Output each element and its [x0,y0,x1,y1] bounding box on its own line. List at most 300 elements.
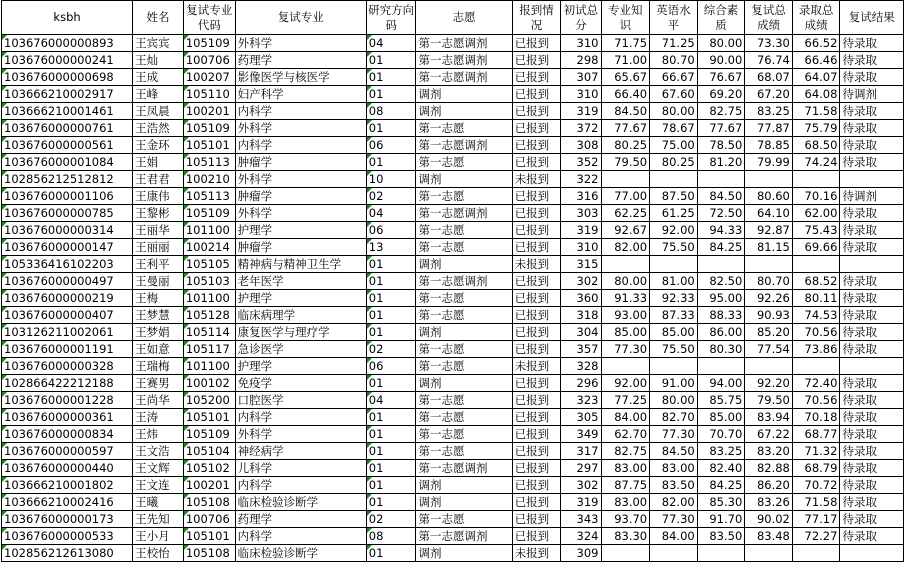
cell-result[interactable] [840,358,904,375]
cell-name[interactable]: 王瑞梅 [133,358,184,375]
cell-english[interactable]: 80.70 [650,52,698,69]
cell-name[interactable]: 王梦娟 [133,324,184,341]
cell-direction-code[interactable]: 01 [366,256,416,273]
cell-english[interactable]: 92.00 [650,222,698,239]
cell-name[interactable]: 王涛 [133,409,184,426]
cell-major[interactable]: 老年医学 [235,273,366,290]
cell-result[interactable]: 待录取 [840,443,904,460]
cell-major[interactable]: 药理学 [235,511,366,528]
cell-report-status[interactable]: 已报到 [512,341,561,358]
cell-report-status[interactable]: 已报到 [512,205,561,222]
cell-retest-total[interactable]: 80.60 [745,188,793,205]
cell-retest-total[interactable] [745,256,793,273]
cell-result[interactable]: 待录取 [840,375,904,392]
cell-initial-score[interactable]: 357 [561,341,601,358]
cell-result[interactable]: 待录取 [840,477,904,494]
cell-admission-total[interactable]: 72.40 [792,375,840,392]
cell-report-status[interactable]: 已报到 [512,494,561,511]
cell-direction-code[interactable]: 01 [366,69,416,86]
cell-result[interactable]: 待录取 [840,528,904,545]
cell-preference[interactable]: 调剂 [416,103,512,120]
cell-major-code[interactable]: 105101 [183,528,235,545]
cell-result[interactable]: 待录取 [840,392,904,409]
cell-major-code[interactable]: 101100 [183,222,235,239]
cell-major[interactable]: 药理学 [235,52,366,69]
cell-major[interactable]: 护理学 [235,358,366,375]
cell-major-code[interactable]: 105101 [183,409,235,426]
cell-direction-code[interactable]: 01 [366,494,416,511]
cell-result[interactable]: 待录取 [840,273,904,290]
cell-admission-total[interactable] [792,545,840,562]
cell-name[interactable]: 王成 [133,69,184,86]
cell-preference[interactable]: 第一志愿 [416,239,512,256]
cell-english[interactable]: 83.50 [650,477,698,494]
cell-name[interactable]: 王利平 [133,256,184,273]
cell-professional-knowledge[interactable]: 92.67 [601,222,650,239]
cell-ksbh[interactable]: 103676000000147 [2,239,133,256]
cell-name[interactable]: 王校怡 [133,545,184,562]
cell-name[interactable]: 王小月 [133,528,184,545]
cell-ksbh[interactable]: 103666210001461 [2,103,133,120]
cell-professional-knowledge[interactable]: 65.67 [601,69,650,86]
cell-overall-quality[interactable]: 86.00 [697,324,745,341]
cell-professional-knowledge[interactable]: 93.00 [601,307,650,324]
cell-name[interactable]: 王炜 [133,426,184,443]
cell-retest-total[interactable]: 85.20 [745,324,793,341]
cell-initial-score[interactable]: 352 [561,154,601,171]
cell-direction-code[interactable]: 06 [366,137,416,154]
cell-direction-code[interactable]: 01 [366,86,416,103]
cell-ksbh[interactable]: 103676000000785 [2,205,133,222]
cell-preference[interactable]: 第一志愿调剂 [416,460,512,477]
cell-retest-total[interactable]: 67.20 [745,86,793,103]
cell-preference[interactable]: 调剂 [416,545,512,562]
cell-ksbh[interactable]: 103676000000361 [2,409,133,426]
cell-overall-quality[interactable]: 95.00 [697,290,745,307]
cell-report-status[interactable]: 已报到 [512,375,561,392]
cell-admission-total[interactable]: 68.77 [792,426,840,443]
cell-major-code[interactable]: 100201 [183,477,235,494]
cell-result[interactable]: 待录取 [840,52,904,69]
cell-direction-code[interactable]: 01 [366,545,416,562]
cell-retest-total[interactable]: 81.15 [745,239,793,256]
cell-admission-total[interactable]: 62.00 [792,205,840,222]
header-report-status[interactable]: 报到情况 [512,1,561,35]
cell-result[interactable]: 待录取 [840,35,904,52]
cell-professional-knowledge[interactable] [601,545,650,562]
cell-ksbh[interactable]: 102856212512812 [2,171,133,188]
cell-professional-knowledge[interactable]: 80.25 [601,137,650,154]
cell-name[interactable]: 王曼丽 [133,273,184,290]
cell-professional-knowledge[interactable] [601,256,650,273]
cell-major-code[interactable]: 100210 [183,171,235,188]
cell-major-code[interactable]: 105109 [183,205,235,222]
cell-direction-code[interactable]: 01 [366,460,416,477]
cell-english[interactable]: 81.00 [650,273,698,290]
cell-ksbh[interactable]: 103676000000893 [2,35,133,52]
cell-retest-total[interactable]: 77.87 [745,120,793,137]
cell-result[interactable]: 待录取 [840,426,904,443]
cell-english[interactable]: 66.67 [650,69,698,86]
cell-retest-total[interactable]: 82.88 [745,460,793,477]
cell-major-code[interactable]: 105108 [183,494,235,511]
cell-professional-knowledge[interactable]: 93.70 [601,511,650,528]
cell-preference[interactable]: 第一志愿 [416,358,512,375]
cell-name[interactable]: 王凤晨 [133,103,184,120]
cell-retest-total[interactable]: 92.87 [745,222,793,239]
cell-ksbh[interactable]: 103676000000561 [2,137,133,154]
cell-english[interactable]: 61.25 [650,205,698,222]
cell-overall-quality[interactable]: 85.00 [697,409,745,426]
cell-ksbh[interactable]: 103676000001191 [2,341,133,358]
cell-ksbh[interactable]: 103676000000314 [2,222,133,239]
cell-report-status[interactable]: 已报到 [512,307,561,324]
cell-report-status[interactable]: 已报到 [512,511,561,528]
cell-initial-score[interactable]: 308 [561,137,601,154]
cell-professional-knowledge[interactable] [601,171,650,188]
cell-retest-total[interactable]: 77.54 [745,341,793,358]
cell-result[interactable]: 待录取 [840,154,904,171]
cell-ksbh[interactable]: 103676000000761 [2,120,133,137]
cell-english[interactable]: 82.70 [650,409,698,426]
cell-professional-knowledge[interactable]: 83.00 [601,460,650,477]
cell-report-status[interactable]: 已报到 [512,103,561,120]
cell-preference[interactable]: 第一志愿 [416,409,512,426]
cell-report-status[interactable]: 已报到 [512,52,561,69]
cell-initial-score[interactable]: 305 [561,409,601,426]
cell-name[interactable]: 王峰 [133,86,184,103]
cell-retest-total[interactable]: 83.20 [745,443,793,460]
header-initial-score[interactable]: 初试总分 [561,1,601,35]
cell-overall-quality[interactable]: 82.50 [697,273,745,290]
cell-major[interactable]: 康复医学与理疗学 [235,324,366,341]
cell-overall-quality[interactable]: 80.00 [697,35,745,52]
cell-ksbh[interactable]: 103666210002416 [2,494,133,511]
cell-major[interactable]: 外科学 [235,35,366,52]
cell-admission-total[interactable]: 71.58 [792,494,840,511]
cell-result[interactable]: 待录取 [840,324,904,341]
cell-major-code[interactable]: 105110 [183,86,235,103]
cell-initial-score[interactable]: 302 [561,273,601,290]
cell-major-code[interactable]: 105200 [183,392,235,409]
cell-preference[interactable]: 第一志愿 [416,511,512,528]
cell-direction-code[interactable]: 06 [366,222,416,239]
cell-name[interactable]: 王康伟 [133,188,184,205]
cell-overall-quality[interactable]: 81.20 [697,154,745,171]
cell-overall-quality[interactable]: 82.75 [697,103,745,120]
header-admission-total[interactable]: 录取总成绩 [792,1,840,35]
cell-overall-quality[interactable] [697,545,745,562]
cell-result[interactable]: 待调剂 [840,86,904,103]
cell-report-status[interactable]: 已报到 [512,120,561,137]
cell-admission-total[interactable]: 66.46 [792,52,840,69]
cell-initial-score[interactable]: 319 [561,222,601,239]
header-retest-total[interactable]: 复试总成绩 [745,1,793,35]
cell-direction-code[interactable]: 01 [366,477,416,494]
cell-preference[interactable]: 调剂 [416,86,512,103]
cell-retest-total[interactable]: 64.10 [745,205,793,222]
cell-overall-quality[interactable]: 84.25 [697,239,745,256]
cell-admission-total[interactable] [792,171,840,188]
cell-english[interactable]: 91.00 [650,375,698,392]
cell-report-status[interactable]: 已报到 [512,239,561,256]
cell-report-status[interactable]: 已报到 [512,443,561,460]
cell-english[interactable]: 85.00 [650,324,698,341]
header-preference[interactable]: 志愿 [416,1,512,35]
cell-overall-quality[interactable]: 91.70 [697,511,745,528]
cell-major[interactable]: 护理学 [235,290,366,307]
cell-initial-score[interactable]: 317 [561,443,601,460]
cell-preference[interactable]: 第一志愿 [416,290,512,307]
cell-direction-code[interactable]: 04 [366,35,416,52]
cell-initial-score[interactable]: 349 [561,426,601,443]
cell-retest-total[interactable]: 80.70 [745,273,793,290]
cell-major-code[interactable]: 105109 [183,120,235,137]
cell-major-code[interactable]: 105102 [183,460,235,477]
cell-preference[interactable]: 调剂 [416,494,512,511]
cell-preference[interactable]: 第一志愿 [416,426,512,443]
cell-name[interactable]: 王尚华 [133,392,184,409]
cell-initial-score[interactable]: 310 [561,239,601,256]
cell-ksbh[interactable]: 103126211002061 [2,324,133,341]
cell-major-code[interactable]: 105109 [183,35,235,52]
cell-english[interactable]: 71.25 [650,35,698,52]
cell-major-code[interactable]: 105103 [183,273,235,290]
cell-direction-code[interactable]: 01 [366,426,416,443]
cell-major[interactable]: 临床检验诊断学 [235,494,366,511]
cell-retest-total[interactable]: 83.26 [745,494,793,511]
cell-admission-total[interactable]: 75.79 [792,120,840,137]
cell-professional-knowledge[interactable]: 83.00 [601,494,650,511]
cell-admission-total[interactable]: 64.08 [792,86,840,103]
cell-preference[interactable]: 第一志愿调剂 [416,69,512,86]
cell-preference[interactable]: 调剂 [416,477,512,494]
cell-major[interactable]: 内科学 [235,477,366,494]
cell-professional-knowledge[interactable]: 66.40 [601,86,650,103]
cell-direction-code[interactable]: 02 [366,511,416,528]
cell-result[interactable]: 待录取 [840,460,904,477]
cell-english[interactable] [650,256,698,273]
cell-report-status[interactable]: 已报到 [512,222,561,239]
cell-major-code[interactable]: 100201 [183,103,235,120]
cell-result[interactable] [840,171,904,188]
cell-report-status[interactable]: 已报到 [512,188,561,205]
cell-report-status[interactable]: 已报到 [512,392,561,409]
cell-admission-total[interactable]: 70.56 [792,392,840,409]
cell-result[interactable]: 待调剂 [840,188,904,205]
cell-major-code[interactable]: 100214 [183,239,235,256]
cell-retest-total[interactable]: 83.48 [745,528,793,545]
cell-major[interactable]: 临床病理学 [235,307,366,324]
cell-report-status[interactable]: 未报到 [512,171,561,188]
cell-preference[interactable]: 第一志愿 [416,307,512,324]
cell-admission-total[interactable]: 74.24 [792,154,840,171]
cell-direction-code[interactable]: 02 [366,341,416,358]
cell-english[interactable]: 67.60 [650,86,698,103]
cell-direction-code[interactable]: 04 [366,392,416,409]
cell-major-code[interactable]: 105128 [183,307,235,324]
cell-name[interactable]: 王文浩 [133,443,184,460]
cell-major[interactable]: 内科学 [235,409,366,426]
cell-preference[interactable]: 第一志愿调剂 [416,528,512,545]
cell-english[interactable]: 83.00 [650,460,698,477]
header-overall-quality[interactable]: 综合素质 [697,1,745,35]
cell-preference[interactable]: 第一志愿 [416,341,512,358]
cell-professional-knowledge[interactable]: 87.75 [601,477,650,494]
cell-initial-score[interactable]: 298 [561,52,601,69]
cell-initial-score[interactable]: 304 [561,324,601,341]
cell-admission-total[interactable]: 71.58 [792,103,840,120]
cell-direction-code[interactable]: 01 [366,120,416,137]
cell-name[interactable]: 王梅 [133,290,184,307]
cell-retest-total[interactable]: 86.20 [745,477,793,494]
cell-report-status[interactable]: 已报到 [512,290,561,307]
cell-initial-score[interactable]: 318 [561,307,601,324]
cell-admission-total[interactable]: 64.07 [792,69,840,86]
cell-overall-quality[interactable]: 84.50 [697,188,745,205]
cell-ksbh[interactable]: 103676000001228 [2,392,133,409]
cell-admission-total[interactable]: 73.86 [792,341,840,358]
cell-overall-quality[interactable]: 80.30 [697,341,745,358]
cell-major[interactable]: 内科学 [235,103,366,120]
cell-admission-total[interactable]: 70.72 [792,477,840,494]
cell-report-status[interactable]: 未报到 [512,358,561,375]
cell-retest-total[interactable]: 67.22 [745,426,793,443]
cell-ksbh[interactable]: 103666210001802 [2,477,133,494]
cell-preference[interactable]: 第一志愿 [416,392,512,409]
cell-admission-total[interactable]: 68.50 [792,137,840,154]
cell-major-code[interactable]: 105117 [183,341,235,358]
cell-overall-quality[interactable]: 94.00 [697,375,745,392]
cell-ksbh[interactable]: 103676000000440 [2,460,133,477]
cell-admission-total[interactable]: 77.17 [792,511,840,528]
cell-direction-code[interactable]: 08 [366,103,416,120]
cell-name[interactable]: 王娟 [133,154,184,171]
cell-major-code[interactable]: 105104 [183,443,235,460]
cell-admission-total[interactable]: 71.32 [792,443,840,460]
cell-ksbh[interactable]: 103676000001084 [2,154,133,171]
cell-professional-knowledge[interactable]: 83.30 [601,528,650,545]
cell-initial-score[interactable]: 310 [561,86,601,103]
cell-major[interactable]: 外科学 [235,426,366,443]
cell-overall-quality[interactable]: 88.33 [697,307,745,324]
cell-professional-knowledge[interactable]: 82.00 [601,239,650,256]
cell-professional-knowledge[interactable]: 62.70 [601,426,650,443]
cell-initial-score[interactable]: 310 [561,35,601,52]
cell-initial-score[interactable]: 324 [561,528,601,545]
cell-ksbh[interactable]: 103676000000328 [2,358,133,375]
cell-name[interactable]: 王君君 [133,171,184,188]
header-major[interactable]: 复试专业 [235,1,366,35]
cell-retest-total[interactable]: 79.50 [745,392,793,409]
cell-report-status[interactable]: 已报到 [512,154,561,171]
cell-major[interactable]: 口腔医学 [235,392,366,409]
cell-major[interactable]: 急诊医学 [235,341,366,358]
cell-report-status[interactable]: 已报到 [512,324,561,341]
cell-ksbh[interactable]: 102856212613080 [2,545,133,562]
cell-name[interactable]: 王宾宾 [133,35,184,52]
cell-major[interactable]: 影像医学与核医学 [235,69,366,86]
cell-major[interactable]: 外科学 [235,171,366,188]
cell-initial-score[interactable]: 303 [561,205,601,222]
cell-overall-quality[interactable] [697,256,745,273]
cell-english[interactable] [650,358,698,375]
cell-initial-score[interactable]: 319 [561,103,601,120]
cell-overall-quality[interactable]: 84.25 [697,477,745,494]
header-english[interactable]: 英语水平 [650,1,698,35]
cell-preference[interactable]: 调剂 [416,171,512,188]
cell-result[interactable]: 待录取 [840,239,904,256]
cell-retest-total[interactable] [745,358,793,375]
cell-major[interactable]: 神经病学 [235,443,366,460]
cell-overall-quality[interactable]: 85.30 [697,494,745,511]
cell-ksbh[interactable]: 103676000000834 [2,426,133,443]
header-major-code[interactable]: 复试专业代码 [183,1,235,35]
cell-report-status[interactable]: 已报到 [512,460,561,477]
cell-report-status[interactable]: 已报到 [512,477,561,494]
cell-retest-total[interactable]: 92.20 [745,375,793,392]
cell-professional-knowledge[interactable]: 84.50 [601,103,650,120]
cell-overall-quality[interactable]: 77.67 [697,120,745,137]
cell-admission-total[interactable] [792,358,840,375]
cell-major-code[interactable]: 101100 [183,290,235,307]
cell-direction-code[interactable]: 01 [366,409,416,426]
cell-overall-quality[interactable]: 83.50 [697,528,745,545]
cell-major-code[interactable]: 105109 [183,426,235,443]
cell-english[interactable]: 84.00 [650,528,698,545]
cell-professional-knowledge[interactable]: 82.75 [601,443,650,460]
cell-major-code[interactable]: 105113 [183,188,235,205]
header-direction-code[interactable]: 研究方向码 [366,1,416,35]
cell-major[interactable]: 肿瘤学 [235,154,366,171]
cell-preference[interactable]: 第一志愿 [416,443,512,460]
cell-initial-score[interactable]: 315 [561,256,601,273]
cell-professional-knowledge[interactable]: 79.50 [601,154,650,171]
cell-english[interactable]: 77.30 [650,511,698,528]
cell-retest-total[interactable]: 83.94 [745,409,793,426]
cell-report-status[interactable]: 已报到 [512,86,561,103]
cell-english[interactable]: 80.25 [650,154,698,171]
cell-direction-code[interactable]: 01 [366,324,416,341]
cell-retest-total[interactable] [745,545,793,562]
cell-retest-total[interactable]: 90.93 [745,307,793,324]
cell-retest-total[interactable]: 68.07 [745,69,793,86]
cell-major[interactable]: 儿科学 [235,460,366,477]
cell-result[interactable]: 待录取 [840,120,904,137]
cell-english[interactable]: 75.50 [650,239,698,256]
cell-major[interactable]: 肿瘤学 [235,188,366,205]
cell-report-status[interactable]: 未报到 [512,256,561,273]
cell-initial-score[interactable]: 372 [561,120,601,137]
cell-preference[interactable]: 第一志愿 [416,188,512,205]
cell-preference[interactable]: 调剂 [416,324,512,341]
cell-admission-total[interactable]: 74.53 [792,307,840,324]
cell-ksbh[interactable]: 103676000000219 [2,290,133,307]
cell-direction-code[interactable]: 13 [366,239,416,256]
cell-result[interactable]: 待录取 [840,69,904,86]
cell-professional-knowledge[interactable]: 62.25 [601,205,650,222]
header-ksbh[interactable]: ksbh [2,1,133,35]
cell-admission-total[interactable]: 70.18 [792,409,840,426]
cell-major-code[interactable]: 100706 [183,52,235,69]
cell-preference[interactable]: 调剂 [416,256,512,273]
cell-professional-knowledge[interactable]: 77.25 [601,392,650,409]
cell-professional-knowledge[interactable]: 92.00 [601,375,650,392]
cell-professional-knowledge[interactable]: 80.00 [601,273,650,290]
cell-initial-score[interactable]: 297 [561,460,601,477]
cell-overall-quality[interactable]: 83.25 [697,443,745,460]
cell-admission-total[interactable] [792,256,840,273]
